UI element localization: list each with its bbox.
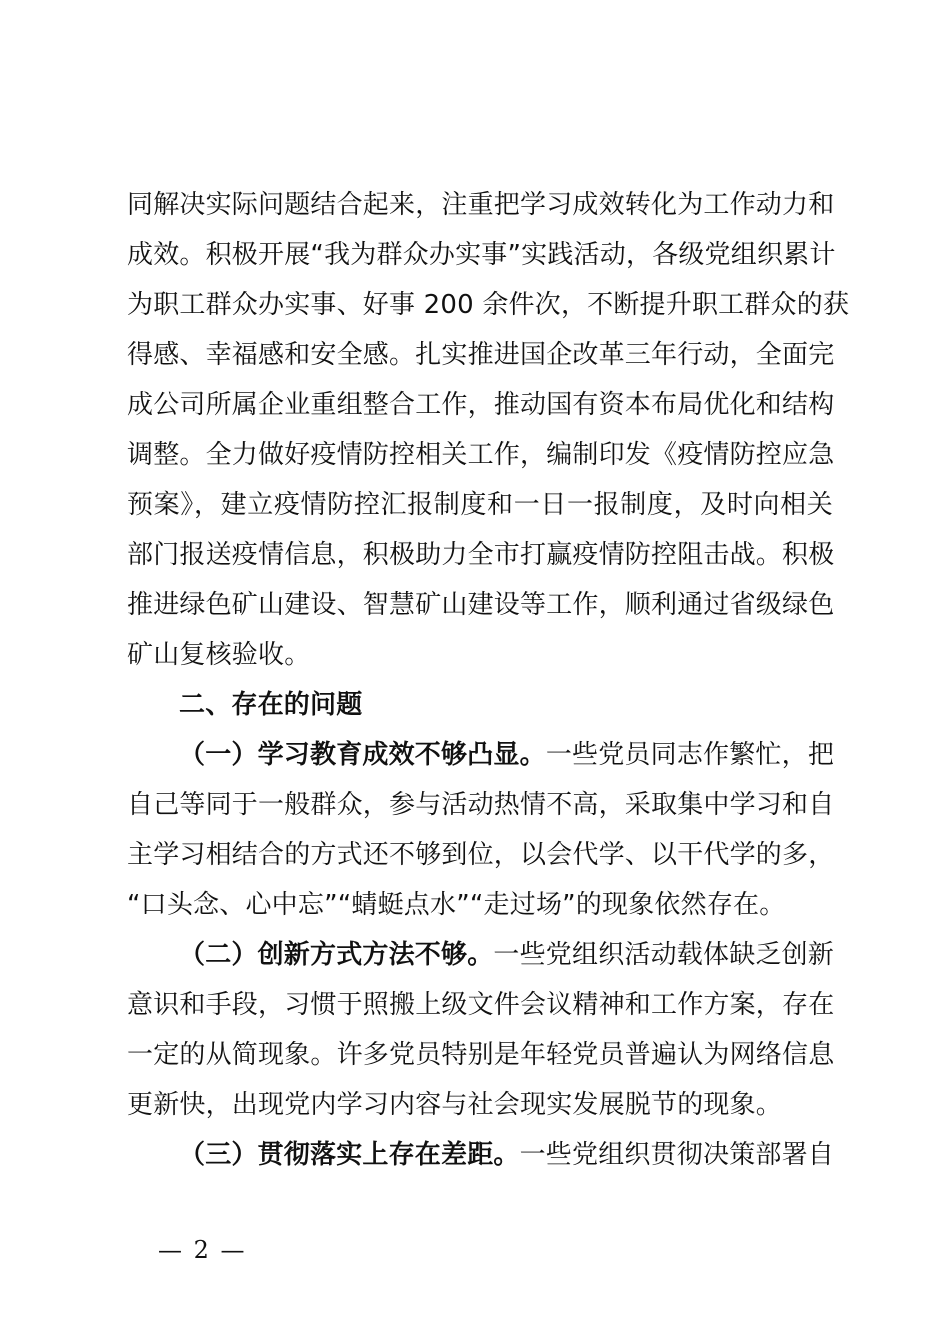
- text-line: 意识和手段，习惯于照搬上级文件会议精神和工作方案，存在: [127, 990, 835, 1020]
- text-line: 得感、幸福感和安全感。扎实推进国企改革三年行动，全面完: [127, 340, 835, 370]
- text-line: [127, 930, 833, 980]
- text-line: 为职工群众办实事、好事 200 余件次，不断提升职工群众的获: [127, 290, 850, 320]
- issue-lead: （三）贯彻落实上存在差距。: [179, 1140, 520, 1170]
- text-line: 推进绿色矿山建设、智慧矿山建设等工作，顺利通过省级绿色: [127, 590, 835, 620]
- paragraph-issue-2: [127, 930, 833, 1130]
- text-line: 一定的从简现象。许多党员特别是年轻党员普遍认为网络信息: [127, 1040, 835, 1070]
- issue-lead: （一）学习教育成效不够凸显。: [179, 740, 546, 770]
- text-line: 自己等同于一般群众，参与活动热情不高，采取集中学习和自: [127, 790, 835, 820]
- paragraph-achievements: [127, 180, 850, 680]
- text-line: 更新快，出现党内学习内容与社会现实发展脱节的现象。: [127, 1090, 783, 1120]
- issue-lead: （二）创新方式方法不够。: [179, 940, 494, 970]
- text-line: 成公司所属企业重组整合工作，推动国有资本布局优化和结构: [127, 390, 835, 420]
- issue-text: 一些党组织活动载体缺乏创新: [493, 940, 835, 970]
- text-line: 部门报送疫情信息，积极助力全市打赢疫情防控阻击战。积极: [127, 540, 835, 570]
- text-line: “口头念、心中忘”“蜻蜓点水”“走过场”的现象依然存在。: [127, 890, 786, 920]
- text-line: 同解决实际问题结合起来，注重把学习成效转化为工作动力和: [127, 190, 835, 220]
- text-line: 成效。积极开展“我为群众办实事”实践活动，各级党组织累计: [127, 240, 836, 270]
- section-heading-text: 二、存在的问题: [179, 690, 363, 720]
- document-body: [127, 180, 850, 1180]
- text-line: 主学习相结合的方式还不够到位，以会代学、以干代学的多，: [127, 840, 835, 870]
- paragraph-issue-3: [127, 1130, 833, 1180]
- paragraph-issue-1: [127, 730, 833, 930]
- text-line: [127, 730, 833, 780]
- text-line: 预案》，建立疫情防控汇报制度和一日一报制度，及时向相关: [127, 490, 833, 520]
- text-line: 矿山复核验收。: [127, 640, 311, 670]
- issue-text: 一些党员同志作繁忙，把: [545, 740, 835, 770]
- issue-text: 一些党组织贯彻决策部署自: [519, 1140, 835, 1170]
- page-number: — 2 —: [158, 1236, 247, 1264]
- text-line: [127, 1130, 833, 1180]
- text-line: 调整。全力做好疫情防控相关工作，编制印发《疫情防控应急: [127, 440, 835, 470]
- section-heading: [127, 680, 833, 730]
